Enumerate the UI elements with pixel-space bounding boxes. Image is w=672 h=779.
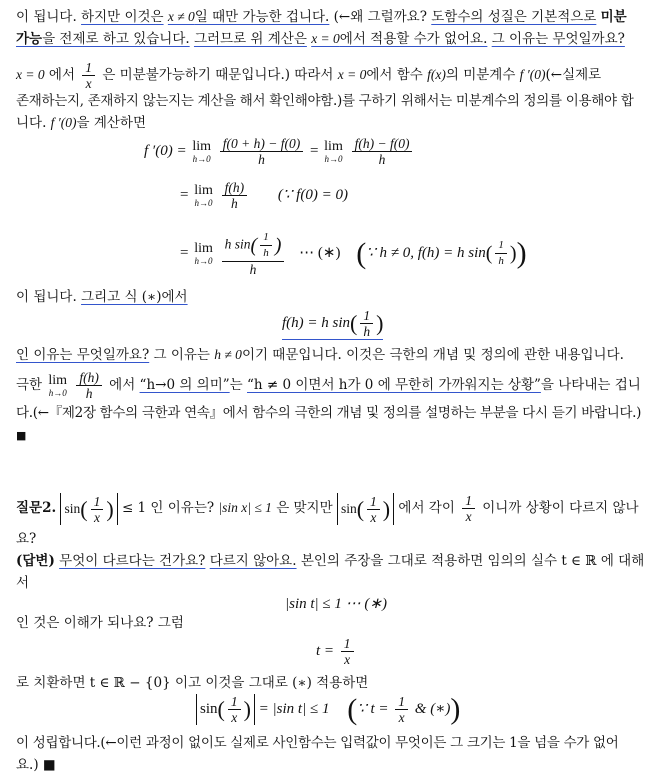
underlined-text: 그리고 식 (∗)에서 (81, 289, 188, 305)
star-label: ⋯ (∗) (299, 244, 341, 261)
text: 이니까 상황이 다르지 않나 (482, 500, 639, 516)
math: x = 0 (337, 67, 367, 82)
numerator: f(h) (222, 180, 248, 196)
fraction (91, 494, 104, 525)
centered-equation: f(h) = h sin( $\frac{1}{h}$ ) (282, 308, 384, 339)
lim-text: lim (194, 240, 213, 256)
math: sin (340, 500, 357, 516)
text-line: 다.(←『제2장 함수의 극한과 연속』에서 함수의 극한의 개념 및 정의를 설명하는 부분을 다시 듣기 바랍니다.) (16, 405, 642, 421)
text: 그 이유는 (153, 347, 210, 363)
abs-sin: sin( $\frac{1}{x}$ ) (196, 694, 255, 725)
text-line: 서 (16, 575, 30, 591)
lim-sub: h→0 (324, 153, 343, 164)
underlined-text: 도함수의 성질은 기본적으로 (431, 9, 597, 25)
text: 은 맞지만 (276, 500, 333, 516)
fraction (220, 136, 303, 167)
text: 극한 (16, 377, 43, 393)
denominator: x (93, 509, 100, 525)
numerator: 1 (228, 694, 241, 710)
text-line: 존재하는지, 존재하지 않는지는 계산을 해서 확인해야함.)를 구하기 위해서는 미분계수의 정의를 이용해야 합 (16, 93, 634, 109)
text-line: 인 것은 이해가 되나요? 그럼 (16, 615, 184, 631)
fraction (341, 636, 354, 667)
underlined-text: 에서 적용할 수가 없어요. (339, 31, 488, 47)
math: h sin (224, 236, 251, 252)
numerator: 1 (367, 494, 380, 510)
underlined-text: 인 이유는 무엇일까요? (16, 347, 150, 363)
because-note: (∵ f(0) = 0) (277, 186, 348, 203)
text-line (16, 346, 658, 364)
text: 따라서 (294, 67, 334, 83)
end-mark: ■ (16, 429, 27, 442)
equals: = (180, 186, 189, 203)
text: 을 나타내는 겁니 (540, 377, 641, 393)
text: 이 됩니다. (16, 9, 77, 25)
text: (←실제로 (545, 67, 602, 83)
text-line (16, 426, 658, 445)
math: f ′(0) (519, 67, 546, 82)
lim-text: lim (192, 138, 211, 154)
text-line: 이 성립합니다.(←이런 과정이 없이도 실제로 사인함수는 입력값이 무엇이든 그 크기는 1을 넘을 수가 없어 (16, 735, 619, 751)
math: sin (200, 700, 218, 717)
bold-text: 미분 (600, 9, 627, 25)
fraction (228, 694, 241, 725)
numerator: 1 (395, 694, 408, 710)
fraction (222, 180, 248, 211)
because-note: ∵ h ≠ 0, f(h) = h sin (366, 244, 486, 261)
text: 이기 때문입니다. 이것은 극한의 개념 및 정의에 관한 내용입니다. (241, 347, 624, 363)
math: f(x) (427, 67, 446, 82)
text-line (16, 114, 658, 132)
fraction (495, 238, 507, 269)
text: 니다. (16, 115, 47, 131)
fraction (352, 136, 413, 167)
equation-line-3: = lim h→0 h sin( $\frac{1}{h}$ ) h ⋯ (∗) (∵ h ≠ 0, f(h) = h sin( $\frac{1}{h}$ )) (180, 231, 527, 277)
numerator: h sin( $\frac{1}{h}$ ) (222, 230, 285, 262)
math: f(h) = h sin (282, 314, 351, 331)
underlined-text: 을 전제로 하고 있습니다. (42, 31, 190, 47)
text-line (16, 370, 658, 400)
lim-sub: h→0 (48, 387, 67, 398)
math: |sin x| ≤ 1 (218, 500, 272, 515)
underlined-text: 그 이유는 무엇일까요? (491, 31, 625, 47)
equation-line-2 (180, 180, 348, 211)
fraction (222, 230, 285, 277)
lim-sub: h→0 (194, 197, 213, 208)
math: x = 0 (16, 67, 45, 82)
denominator: h (378, 152, 386, 167)
text: 본인의 주장을 그대로 적용하면 임의의 실수 t ∈ ℝ 에 대해 (300, 553, 645, 569)
text-line (16, 288, 658, 306)
text-line (16, 8, 658, 26)
limit (194, 184, 213, 208)
numerator: f(0 + h) − f(0) (220, 136, 303, 152)
text-line (16, 60, 658, 91)
math: & (∗) (414, 700, 451, 717)
text-line: 요.) ■ (16, 757, 56, 773)
fraction (367, 494, 380, 525)
denominator: h (498, 255, 504, 267)
numerator: 1 (495, 238, 507, 254)
underlined-text: “h ≠ 0 이면서 h가 0 에 무한히 가까워지는 상황” (247, 377, 541, 393)
underlined-text: 그러므로 위 계산은 (193, 31, 307, 47)
text: 에서 각이 (398, 500, 455, 516)
question-label: 질문2. (16, 500, 57, 516)
numerator: 1 (360, 308, 373, 324)
bold-text: 가능 (16, 31, 43, 47)
fraction (260, 230, 272, 261)
text: ≤ 1 인 이유는? (121, 500, 215, 516)
text: 에서 (48, 67, 75, 83)
fraction (395, 694, 408, 725)
numerator: f(h) − f(0) (352, 136, 413, 152)
limit (48, 374, 67, 398)
denominator: x (465, 509, 472, 524)
denominator: x (231, 710, 238, 725)
math: sin (64, 500, 81, 516)
text: 은 미분불가능하기 때문입니다.) (102, 67, 291, 83)
equation-line-1 (144, 136, 415, 167)
numerator: 1 (91, 494, 104, 510)
question-line (16, 492, 658, 524)
underlined-text: 무엇이 다르다는 건가요? (59, 553, 206, 569)
because-note: ∵ t = (357, 700, 389, 717)
denominator: x (344, 652, 351, 667)
underlined-text: 다르지 않아요. (209, 553, 297, 569)
limit (324, 140, 343, 164)
fraction (76, 370, 102, 401)
equals: = (180, 244, 189, 261)
text-line: 로 치환하면 t ∈ ℝ − {0} 이고 이것을 그대로 (∗) 적용하면 (16, 675, 369, 691)
centered-equation: |sin t| ≤ 1 ⋯ (∗) (285, 596, 387, 612)
underlined-text: “h→0 의 의미” (139, 377, 230, 393)
underlined-text: 일 때만 가능한 겁니다. (194, 9, 330, 25)
denominator: h (258, 152, 265, 167)
text: (←왜 그럴까요? (333, 9, 427, 25)
answer-label: (답변) (16, 553, 55, 569)
limit (192, 140, 211, 164)
text: 에서 함수 (366, 67, 423, 83)
text: 을 계산하면 (76, 115, 146, 131)
math: x = 0 (311, 31, 340, 46)
lim-text: lim (324, 138, 343, 154)
numerator: f(h) (76, 370, 102, 386)
numerator: 1 (260, 230, 272, 246)
text-line: 요? (16, 531, 37, 547)
lim-text: lim (194, 182, 213, 198)
text-line (16, 30, 658, 48)
denominator: x (370, 509, 377, 525)
text: 의 미분계수 (445, 67, 516, 83)
math: = |sin t| ≤ 1 (258, 700, 330, 717)
text: 는 (229, 377, 243, 393)
lim-sub: h→0 (194, 255, 213, 266)
denominator: h (363, 324, 371, 339)
lim-sub: h→0 (192, 153, 211, 164)
underlined-text: 하지만 이것은 (81, 9, 164, 25)
math: x ≠ 0 (167, 9, 195, 24)
fraction (462, 493, 475, 524)
abs-sin: sin( $\frac{1}{x}$ ) (60, 493, 117, 525)
denominator: h (231, 196, 238, 211)
numerator: 1 (341, 636, 354, 652)
answer-line (16, 552, 658, 570)
abs-sin: sin( $\frac{1}{x}$ ) (337, 493, 394, 525)
equals: = (309, 142, 319, 159)
denominator: h (263, 247, 269, 259)
fraction (360, 308, 373, 339)
math: f ′(0) (50, 115, 77, 130)
denominator: h (85, 386, 93, 401)
denominator: x (398, 710, 405, 725)
lim-text: lim (48, 372, 68, 388)
text: 에서 (109, 377, 136, 393)
fraction (82, 60, 95, 91)
math: h ≠ 0 (214, 347, 242, 362)
denominator: x (85, 76, 92, 91)
limit (194, 242, 213, 266)
math: f ′(0) = (144, 142, 187, 159)
centered-equation: sin( $\frac{1}{x}$ ) = |sin t| ≤ 1 (∵ t = $\frac{1}{x}$ & (∗)) (196, 694, 460, 725)
denominator: h (249, 262, 257, 277)
numerator: 1 (462, 493, 475, 509)
math: t = (316, 642, 335, 659)
numerator: 1 (82, 60, 95, 76)
text: 이 됩니다. (16, 289, 77, 305)
centered-equation (316, 636, 357, 667)
